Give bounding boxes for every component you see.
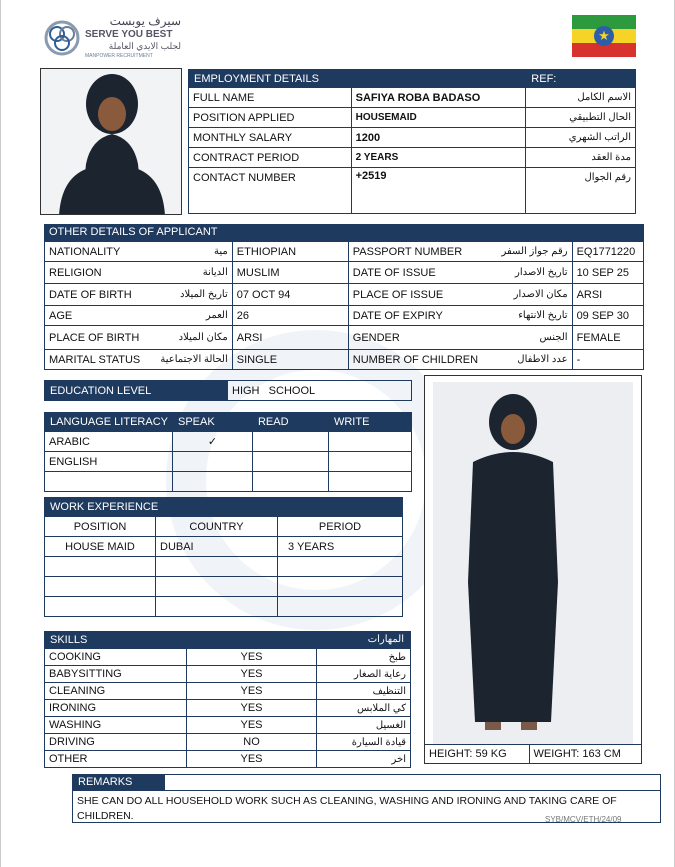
detail-label: RELIGION bbox=[45, 262, 145, 284]
detail-value: 09 SEP 30 bbox=[572, 306, 643, 326]
full-body-photo-frame bbox=[424, 375, 642, 764]
skill-name: WASHING bbox=[45, 717, 187, 734]
work-position: HOUSE MAID bbox=[45, 537, 156, 557]
work-country bbox=[156, 577, 278, 597]
work-row bbox=[45, 557, 403, 577]
language-speak: ✓ bbox=[172, 432, 252, 452]
remarks-header: REMARKS bbox=[73, 775, 165, 790]
detail-label-arabic: تاريخ الاصدار bbox=[482, 262, 572, 284]
skill-arabic: الغسيل bbox=[317, 717, 411, 734]
language-header-speak: SPEAK bbox=[172, 413, 252, 432]
applicant-headshot bbox=[40, 68, 182, 215]
work-header-period: PERIOD bbox=[278, 517, 403, 537]
education-value: HIGH SCHOOL bbox=[228, 381, 412, 401]
language-write bbox=[328, 452, 411, 472]
detail-label-arabic: تاريخ الميلاد bbox=[144, 284, 232, 306]
work-header-position: POSITION bbox=[45, 517, 156, 537]
skill-value: YES bbox=[187, 700, 317, 717]
measurements-table bbox=[425, 744, 641, 764]
skill-row bbox=[45, 649, 411, 666]
other-details-row bbox=[45, 350, 644, 370]
other-details-row bbox=[45, 242, 644, 262]
work-period bbox=[278, 577, 403, 597]
skill-value: YES bbox=[187, 666, 317, 683]
detail-label-arabic: العمر bbox=[144, 306, 232, 326]
detail-label: DATE OF EXPIRY bbox=[348, 306, 482, 326]
detail-label: NUMBER OF CHILDREN bbox=[348, 350, 482, 370]
skill-arabic: التنظيف bbox=[317, 683, 411, 700]
education-table bbox=[44, 380, 412, 401]
contract-period-value: 2 YEARS bbox=[351, 148, 526, 168]
detail-label: DATE OF ISSUE bbox=[348, 262, 482, 284]
contract-period-label: CONTRACT PERIOD bbox=[189, 148, 352, 168]
detail-value: ETHIOPIAN bbox=[232, 242, 348, 262]
work-country: DUBAI bbox=[156, 537, 278, 557]
skill-value: YES bbox=[187, 649, 317, 666]
detail-label-arabic: الجنس bbox=[482, 326, 572, 350]
contract-period-arabic: مدة العقد bbox=[526, 148, 636, 168]
company-logo bbox=[43, 14, 183, 62]
detail-value: ARSI bbox=[232, 326, 348, 350]
other-details-table bbox=[44, 241, 644, 370]
skill-name: DRIVING bbox=[45, 734, 187, 751]
language-name: ARABIC bbox=[45, 432, 173, 452]
detail-label: PLACE OF ISSUE bbox=[348, 284, 482, 306]
work-position bbox=[45, 557, 156, 577]
work-row bbox=[45, 537, 403, 557]
detail-label: GENDER bbox=[348, 326, 482, 350]
other-details-row bbox=[45, 306, 644, 326]
language-read bbox=[252, 472, 328, 492]
other-details-row bbox=[45, 262, 644, 284]
position-applied-value: HOUSEMAID bbox=[351, 108, 526, 128]
language-name: ENGLISH bbox=[45, 452, 173, 472]
work-country bbox=[156, 557, 278, 577]
skill-arabic: كي الملابس bbox=[317, 700, 411, 717]
skill-row bbox=[45, 700, 411, 717]
detail-value: SINGLE bbox=[232, 350, 348, 370]
work-period bbox=[278, 597, 403, 617]
work-row bbox=[45, 577, 403, 597]
detail-label-arabic: مكان الميلاد bbox=[144, 326, 232, 350]
logo-tagline: MANPOWER RECRUITMENT bbox=[85, 53, 153, 59]
work-row bbox=[45, 597, 403, 617]
monthly-salary-value: 1200 bbox=[351, 128, 526, 148]
detail-label: MARITAL STATUS bbox=[45, 350, 145, 370]
employment-details-table bbox=[188, 69, 636, 214]
skill-row bbox=[45, 683, 411, 700]
full-name-value: SAFIYA ROBA BADASO bbox=[351, 88, 526, 108]
detail-value: EQ1771220 bbox=[572, 242, 643, 262]
logo-arabic: سيرف يوبست bbox=[109, 14, 181, 28]
logo-arabic-sub: لجلب الايدي العاملة bbox=[108, 41, 181, 51]
ethiopia-flag-icon: ★ bbox=[572, 15, 636, 57]
language-header-write: WRITE bbox=[328, 413, 411, 432]
detail-label-arabic: الحالة الاجتماعية bbox=[144, 350, 232, 370]
weight-value: WEIGHT: 163 CM bbox=[529, 745, 641, 764]
language-write bbox=[328, 432, 411, 452]
detail-label: DATE OF BIRTH bbox=[45, 284, 145, 306]
language-read bbox=[252, 432, 328, 452]
remarks-text: SHE CAN DO ALL HOUSEHOLD WORK SUCH AS CLEANING, WASHING AND IRONING AND TAKING CARE OF CHILDREN. bbox=[73, 790, 660, 827]
skill-name: OTHER bbox=[45, 751, 187, 768]
height-value: HEIGHT: 59 KG bbox=[425, 745, 529, 764]
applicant-full-body-photo bbox=[433, 382, 633, 744]
monthly-salary-label: MONTHLY SALARY bbox=[189, 128, 352, 148]
work-country bbox=[156, 597, 278, 617]
full-name-label: FULL NAME bbox=[189, 88, 352, 108]
detail-value: 07 OCT 94 bbox=[232, 284, 348, 306]
detail-label: AGE bbox=[45, 306, 145, 326]
contact-number-label: CONTACT NUMBER bbox=[189, 168, 352, 214]
skill-name: BABYSITTING bbox=[45, 666, 187, 683]
detail-label-arabic: مية bbox=[144, 242, 232, 262]
monthly-salary-arabic: الراتب الشهري bbox=[526, 128, 636, 148]
skill-name: CLEANING bbox=[45, 683, 187, 700]
work-experience-table bbox=[44, 497, 403, 617]
document-code: SYB/MCV/ETH/24/09 bbox=[545, 815, 622, 824]
detail-label: PLACE OF BIRTH bbox=[45, 326, 145, 350]
detail-label-arabic: مكان الاصدار bbox=[482, 284, 572, 306]
language-row bbox=[45, 472, 412, 492]
skill-value: YES bbox=[187, 751, 317, 768]
skill-arabic: رعاية الصغار bbox=[317, 666, 411, 683]
position-applied-arabic: الحال التطبيقي bbox=[526, 108, 636, 128]
education-label: EDUCATION LEVEL bbox=[45, 381, 228, 401]
work-period: 3 YEARS bbox=[278, 537, 403, 557]
detail-value: MUSLIM bbox=[232, 262, 348, 284]
detail-value: - bbox=[572, 350, 643, 370]
full-name-arabic: الاسم الكامل bbox=[526, 88, 636, 108]
ref-label: REF: bbox=[526, 70, 636, 88]
other-details-row bbox=[45, 284, 644, 306]
skill-value: YES bbox=[187, 683, 317, 700]
detail-label: PASSPORT NUMBER bbox=[348, 242, 482, 262]
contact-number-value: +2519 bbox=[351, 168, 526, 214]
language-name bbox=[45, 472, 173, 492]
detail-label-arabic: عدد الاطفال bbox=[482, 350, 572, 370]
skill-row bbox=[45, 751, 411, 768]
serve-you-best-logo-icon bbox=[43, 18, 81, 58]
skill-row bbox=[45, 717, 411, 734]
skill-value: YES bbox=[187, 717, 317, 734]
skill-value: NO bbox=[187, 734, 317, 751]
contact-number-arabic: رقم الجوال bbox=[526, 168, 636, 214]
detail-label-arabic: الديانة bbox=[144, 262, 232, 284]
skill-name: IRONING bbox=[45, 700, 187, 717]
detail-value: FEMALE bbox=[572, 326, 643, 350]
work-period bbox=[278, 557, 403, 577]
language-table bbox=[44, 412, 412, 492]
language-read bbox=[252, 452, 328, 472]
other-details-header: OTHER DETAILS OF APPLICANT bbox=[44, 224, 644, 241]
detail-value: 26 bbox=[232, 306, 348, 326]
detail-label-arabic: تاريخ الانتهاء bbox=[482, 306, 572, 326]
language-row bbox=[45, 452, 412, 472]
work-experience-header: WORK EXPERIENCE bbox=[45, 498, 278, 517]
other-details-row bbox=[45, 326, 644, 350]
skills-header-arabic: المهارات bbox=[317, 632, 411, 649]
skill-arabic: طبخ bbox=[317, 649, 411, 666]
work-position bbox=[45, 597, 156, 617]
detail-value: 10 SEP 25 bbox=[572, 262, 643, 284]
employment-details-header: EMPLOYMENT DETAILS bbox=[189, 70, 526, 88]
language-write bbox=[328, 472, 411, 492]
detail-label: NATIONALITY bbox=[45, 242, 145, 262]
language-header-literacy: LANGUAGE LITERACY bbox=[45, 413, 173, 432]
skill-row bbox=[45, 666, 411, 683]
skills-table bbox=[44, 631, 411, 768]
skill-arabic: قيادة السيارة bbox=[317, 734, 411, 751]
skills-header: SKILLS bbox=[45, 632, 317, 649]
position-applied-label: POSITION APPLIED bbox=[189, 108, 352, 128]
language-speak bbox=[172, 452, 252, 472]
skill-arabic: اخر bbox=[317, 751, 411, 768]
language-row bbox=[45, 432, 412, 452]
detail-label-arabic: رقم جواز السفر bbox=[482, 242, 572, 262]
work-position bbox=[45, 577, 156, 597]
skill-name: COOKING bbox=[45, 649, 187, 666]
detail-value: ARSI bbox=[572, 284, 643, 306]
language-speak bbox=[172, 472, 252, 492]
skill-row bbox=[45, 734, 411, 751]
logo-name: SERVE YOU BEST bbox=[85, 29, 173, 40]
language-header-read: READ bbox=[252, 413, 328, 432]
work-header-country: COUNTRY bbox=[156, 517, 278, 537]
